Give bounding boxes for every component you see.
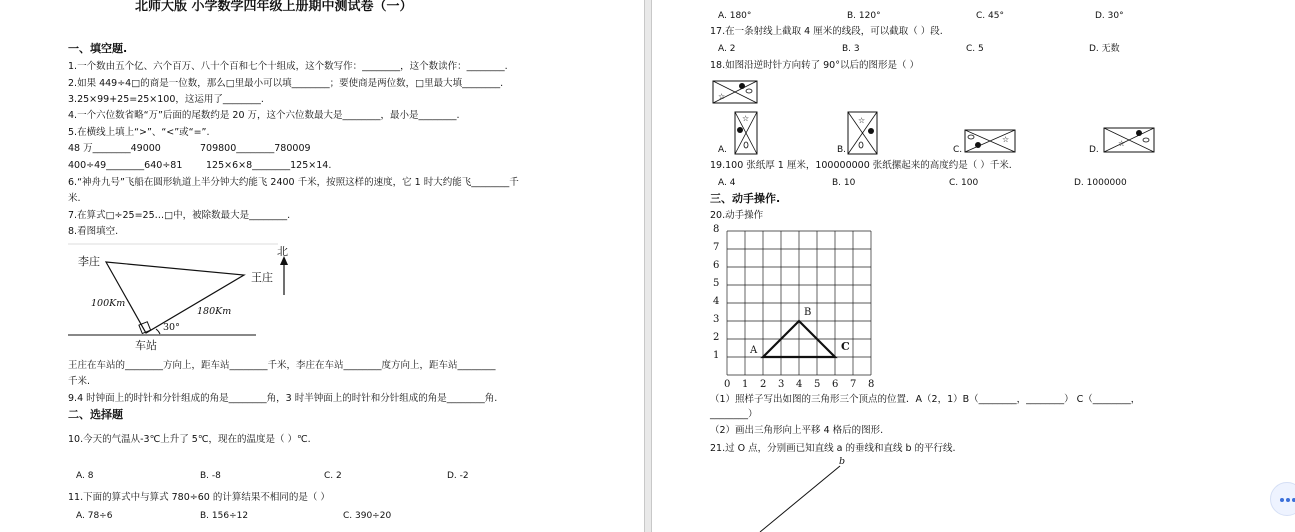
question-11: 11.下面的算式中与算式 780÷60 的计算结果不相同的是（ ） — [68, 492, 330, 503]
line-b-label: b — [839, 456, 846, 467]
section-fill-in: 一、填空题. — [68, 42, 128, 55]
svg-text:☆: ☆ — [742, 114, 750, 123]
svg-text:☆: ☆ — [718, 92, 726, 101]
y-tick-label: 3 — [713, 314, 720, 325]
question-2: 2.如果 449÷4□的商是一位数，那么□里最小可以填________；要使商是两位数，□里最大填________. — [68, 78, 504, 89]
question-11-option: A. 78÷6 — [76, 511, 113, 521]
question-6: 6.“神舟九号”飞船在圆形轨道上半分钟大约能飞 2400 千米，按照这样的速度，它 1 时大约能飞________千 — [68, 177, 519, 188]
question-1: 1.一个数由五个亿、六个百万、八十个百和七个十组成，这个数写作：________，这个数读作：________. — [68, 61, 508, 72]
question-18-option: B. — [837, 145, 847, 155]
question-11-option: C. 390÷20 — [343, 511, 392, 521]
map-north-label: 北 — [277, 245, 288, 258]
map-label-station: 车站 — [135, 339, 157, 352]
question-17-option: D. 无数 — [1089, 44, 1120, 54]
question-10-option: D. -2 — [447, 471, 469, 481]
question-5-item: 48 万________49000 — [68, 143, 161, 154]
x-tick-label: 6 — [832, 379, 839, 390]
right-page — [652, 0, 1295, 532]
question-5: 5.在横线上填上“>”、“<”或“=”. — [68, 127, 210, 138]
question-5-item: 125×6×8________125×14. — [206, 160, 332, 171]
question-17-option: C. 5 — [966, 44, 984, 54]
x-tick-label: 4 — [796, 379, 803, 390]
question-8-fill: 王庄在车站的________方向上，距车站________千米，李庄在车站________度方向上，距车站________ — [68, 360, 496, 371]
x-tick-label: 5 — [814, 379, 821, 390]
question-5-item: 709800________780009 — [200, 143, 311, 154]
section-choice: 二、选择题 — [68, 408, 123, 421]
vertex-b-label: B — [804, 307, 812, 318]
map-label-lizhuang: 李庄 — [78, 255, 100, 268]
question-10-option: C. 2 — [324, 471, 342, 481]
question-7: 7.在算式□÷25=25…□中，被除数最大是________. — [68, 210, 291, 221]
y-tick-label: 7 — [713, 242, 720, 253]
x-tick-label: 2 — [760, 379, 767, 390]
question-20-part-1: （1）照样子写出如图的三角形三个顶点的位置．A（2，1）B（________，________） C（________， — [710, 394, 1141, 405]
y-tick-label: 1 — [713, 350, 720, 361]
left-page — [0, 0, 644, 532]
question-18-option: A. — [718, 145, 727, 155]
question-10: 10.今天的气温从-3℃上升了 5℃，现在的温度是（ ）℃. — [68, 434, 311, 445]
question-18: 18.如图沿逆时针方向转了 90°以后的图形是（ ） — [710, 60, 919, 71]
question-10-option: B. -8 — [200, 471, 221, 481]
question-3: 3.25×99+25=25×100，这运用了________. — [68, 94, 264, 105]
question-9: 9.4 时钟面上的时针和分针组成的角是________角，3 时半钟面上的时针和分针组成的角是________角. — [68, 393, 498, 404]
svg-text:☆: ☆ — [1118, 139, 1126, 148]
question-19-option: B. 10 — [832, 178, 856, 188]
question-17: 17.在一条射线上截取 4 厘米的线段，可以截取（ ）段. — [710, 26, 943, 37]
question-19-option: D. 1000000 — [1074, 178, 1127, 188]
question-19-option: A. 4 — [718, 178, 736, 188]
x-tick-label: 8 — [868, 379, 875, 390]
question-21: 21.过 O 点，分别画已知直线 a 的垂线和直线 b 的平行线. — [710, 443, 956, 454]
question-17-option: B. 3 — [842, 44, 860, 54]
x-tick-label: 7 — [850, 379, 857, 390]
question-16-option: C. 45° — [976, 11, 1004, 21]
y-tick-label: 8 — [713, 224, 720, 235]
question-11-option: B. 156÷12 — [200, 511, 249, 521]
x-tick-label: 3 — [778, 379, 785, 390]
question-18-option: D. — [1089, 145, 1099, 155]
y-tick-label: 6 — [713, 260, 720, 271]
question-17-option: A. 2 — [718, 44, 736, 54]
question-19-option: C. 100 — [949, 178, 979, 188]
section-hands-on: 三、动手操作. — [710, 192, 781, 205]
line-b-figure — [652, 0, 1295, 532]
exam-title: 北师大版 小学数学四年级上册期中测试卷（一） — [135, 0, 413, 14]
map-label-wangzhuang: 王庄 — [251, 271, 273, 284]
question-16-option: A. 180° — [718, 11, 752, 21]
question-6-cont: 米. — [68, 193, 81, 204]
svg-text:☆: ☆ — [858, 116, 866, 125]
question-20: 20.动手操作 — [710, 210, 764, 221]
x-tick-label: 0 — [724, 379, 731, 390]
vertex-a-label: A — [750, 345, 758, 356]
map-distance-2: 180Km — [197, 306, 232, 317]
question-10-option: A. 8 — [76, 471, 94, 481]
svg-text:☆: ☆ — [1002, 135, 1010, 144]
map-distance-1: 100Km — [91, 298, 126, 309]
y-tick-label: 2 — [713, 332, 720, 343]
question-20-part-2: （2）画出三角形向上平移 4 格后的图形. — [710, 425, 884, 436]
vertex-c-label: C — [841, 340, 850, 353]
y-tick-label: 5 — [713, 278, 720, 289]
x-tick-label: 1 — [742, 379, 749, 390]
question-20-part-1-cont: ________） — [710, 409, 758, 420]
question-8: 8.看图填空. — [68, 226, 119, 237]
question-5-item: 400÷49________640÷81 — [68, 160, 183, 171]
question-16-option: B. 120° — [847, 11, 881, 21]
map-angle-label: 30° — [163, 322, 180, 333]
question-19: 19.100 张纸厚 1 厘米，100000000 张纸摞起来的高度约是（ ）千米. — [710, 160, 1012, 171]
question-8-fill-cont: 千米. — [68, 376, 91, 387]
page-gutter — [644, 0, 652, 532]
question-4: 4.一个六位数省略“万”后面的尾数约是 20 万，这个六位数最大是________，最小是________. — [68, 110, 460, 121]
y-tick-label: 4 — [713, 296, 720, 307]
question-16-option: D. 30° — [1095, 11, 1124, 21]
chat-bubble-icon — [1277, 491, 1295, 509]
question-18-option: C. — [953, 145, 963, 155]
